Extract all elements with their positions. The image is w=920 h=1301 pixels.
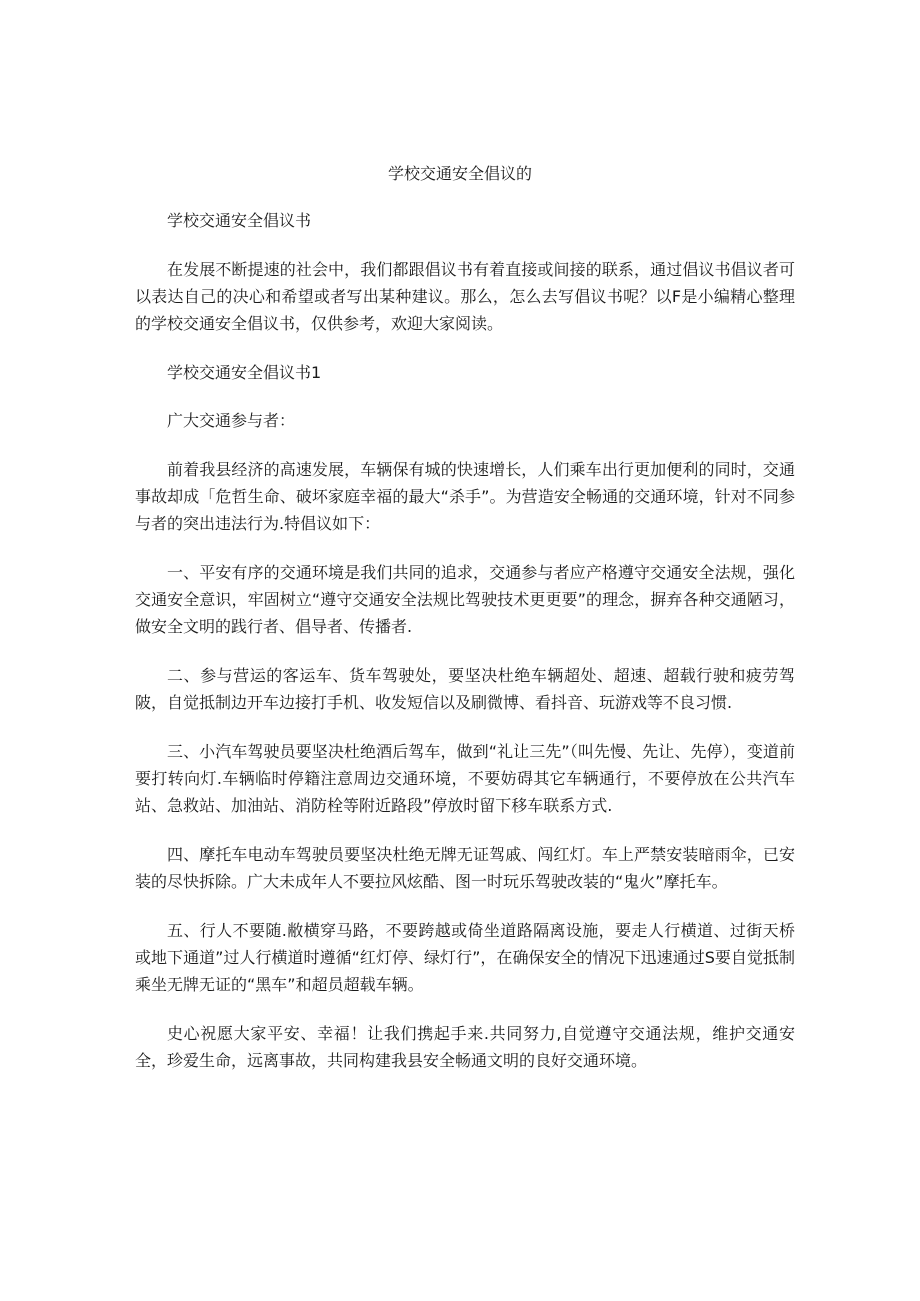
closing-paragraph: 史心祝愿大家平安、幸福！让我们携起手来.共同努力,自觉遵守交通法规，维护交通安全，珍爱生命，远离事故，共同构建我县安全畅通文明的良好交通环境。	[135, 1024, 795, 1070]
body-paragraph: 五、行人不要随.敝横穿马路，不要跨越或倚坐道路隔离设施，要走人行横道、过街天桥或地下通道”过人行横道时遵循“红灯停、绿灯行”，在确保安全的情况下迅速通过S要自觉抵制乘坐无牌无证的“黑车”和超员超载车辆。	[135, 921, 795, 994]
body-paragraph: 前着我县经济的高速发展，车辆保有城的快速增长，人们乘车出行更加便利的同时，交通事故却成「危哲生命、破坏家庭幸福的最大“杀手”。为营造安全畅通的交通环境，针对不同参与者的突出违法行为.特倡议如下：	[135, 460, 795, 533]
intro-paragraph: 在发展不断提速的社会中，我们都跟倡议书有着直接或间接的联系，通过倡议书倡议者可以表达自己的决心和希望或者写出某种建议。那么，怎么去写倡议书呢？以F是小编精心整理的学校交通安全倡议书，仅供参考，欢迎大家阅读。	[135, 260, 795, 333]
body-paragraph: 一、平安有序的交通环境是我们共同的追求，交通参与者应产格遵守交通安全法规，强化交通安全意识，牢固树立“遵守交通安全法规比驾驶技术更更要”的理念，摒弃各种交通陋习，做安全文明的践行者、倡导者、传播者.	[135, 563, 795, 636]
document-subtitle: 学校交通安全倡议书	[167, 211, 312, 230]
body-paragraph: 四、摩托车电动车驾驶员要坚决杜绝无牌无证驾戚、闯红灯。车上严禁安装暗雨伞，已安装的尽快拆除。广大未成年人不要拉风炫酷、图一时玩乐驾驶改装的“鬼火”摩托车。	[135, 845, 795, 891]
body-paragraph: 二、参与营运的客运车、货车驾驶处，要坚决杜绝车辆超处、超速、超载行驶和疲劳驾陂，自觉抵制边开车边接打手机、收发短信以及刷微博、看抖音、玩游戏等不良习惯.	[135, 666, 795, 712]
section-heading: 学校交通安全倡议书1	[167, 363, 322, 382]
document-body	[135, 207, 795, 1096]
body-paragraph: 三、小汽车驾驶员要坚决杜绝酒后驾车，做到“礼让三先”（叫先慢、先让、先停），变道前要打转向灯.车辆临时停籍注意周边交通环境，不要妨碍其它车辆通行，不要停放在公共汽车站、急救站、加油站、消防栓等附近路段”停放时留下移车联系方式.	[135, 742, 795, 815]
salutation: 广大交通参与者：	[167, 411, 296, 430]
document-title: 学校交通安全倡议的	[387, 164, 532, 183]
